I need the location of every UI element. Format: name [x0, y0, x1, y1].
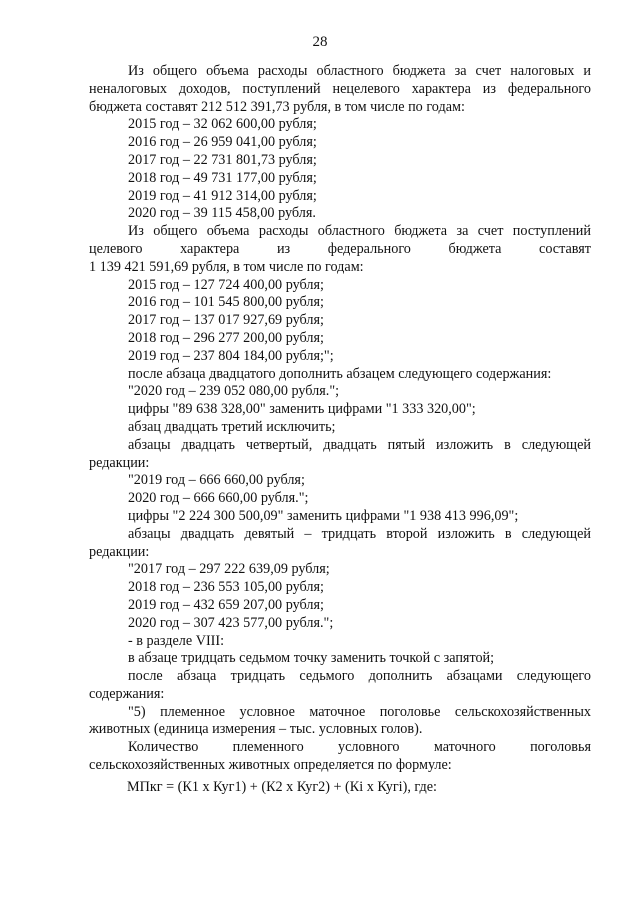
paragraph: после абзаца тридцать седьмого дополнить абзацами следующего содержания:	[89, 668, 591, 702]
paragraph: "5) племенное условное маточное поголовье сельскохозяйственных животных (единица измерения – тыс. условных голов).	[89, 703, 591, 738]
document-body	[89, 63, 591, 775]
formula: МПкг = (К1 х Куг1) + (К2 х Куг2) + (Кi х Кугi), где:	[127, 779, 438, 795]
year-line: 2017 год – 22 731 801,73 рубля;	[128, 151, 317, 168]
paragraph: абзацы двадцать четвертый, двадцать пятый изложить в следующей редакции:	[89, 436, 591, 471]
paragraph-line: 1 139 421 591,69 рубля, в том числе по годам:	[89, 258, 364, 275]
year-line: 2020 год – 666 660,00 рубля.";	[128, 490, 309, 507]
amendment-line: после абзаца двадцатого дополнить абзацем следующего содержания:	[128, 365, 552, 382]
paragraph: Из общего объема расходы областного бюджета за счет налоговых и неналоговых доходов, поступлений нецелевого характера из федерального бюджета составят 212 512 391,73 рубля, в том числе по годам:	[89, 63, 591, 115]
amendment-line: "2020 год – 239 052 080,00 рубля.";	[128, 383, 340, 400]
year-line: 2018 год – 236 553 105,00 рубля;	[128, 579, 324, 596]
year-line: 2019 год – 432 659 207,00 рубля;	[128, 596, 324, 613]
amendment-line: цифры "2 224 300 500,09" заменить цифрами "1 938 413 996,09";	[128, 507, 519, 524]
year-line: 2020 год – 307 423 577,00 рубля.";	[128, 614, 334, 631]
year-line: 2015 год – 127 724 400,00 рубля;	[128, 276, 324, 293]
year-line: "2019 год – 666 660,00 рубля;	[128, 472, 305, 489]
amendment-line: в абзаце тридцать седьмом точку заменить точкой с запятой;	[128, 650, 495, 667]
amendment-line: цифры "89 638 328,00" заменить цифрами "1 333 320,00";	[128, 401, 476, 418]
year-line: 2018 год – 296 277 200,00 рубля;	[128, 329, 324, 346]
year-line: "2017 год – 297 222 639,09 рубля;	[128, 561, 330, 578]
year-line: 2019 год – 237 804 184,00 рубля;";	[128, 347, 334, 364]
page-number: 28	[312, 34, 328, 50]
paragraph: Из общего объема расходы областного бюджета за счет поступлений целевого характера из федерального бюджета составят	[89, 223, 591, 257]
amendment-line: абзац двадцать третий исключить;	[128, 418, 336, 435]
paragraph: Количество племенного условного маточного поголовья сельскохозяйственных животных определяется по формуле:	[89, 739, 591, 774]
year-line: 2018 год – 49 731 177,00 рубля;	[128, 169, 317, 186]
year-line: 2016 год – 26 959 041,00 рубля;	[128, 134, 317, 151]
year-line: 2020 год – 39 115 458,00 рубля.	[128, 205, 316, 222]
year-line: 2017 год – 137 017 927,69 рубля;	[128, 312, 324, 329]
year-line: 2019 год – 41 912 314,00 рубля;	[128, 187, 317, 204]
section-line: - в разделе VIII:	[128, 632, 225, 649]
year-line: 2016 год – 101 545 800,00 рубля;	[128, 294, 324, 311]
year-line: 2015 год – 32 062 600,00 рубля;	[128, 116, 317, 133]
paragraph: абзацы двадцать девятый – тридцать второй изложить в следующей редакции:	[89, 525, 591, 560]
